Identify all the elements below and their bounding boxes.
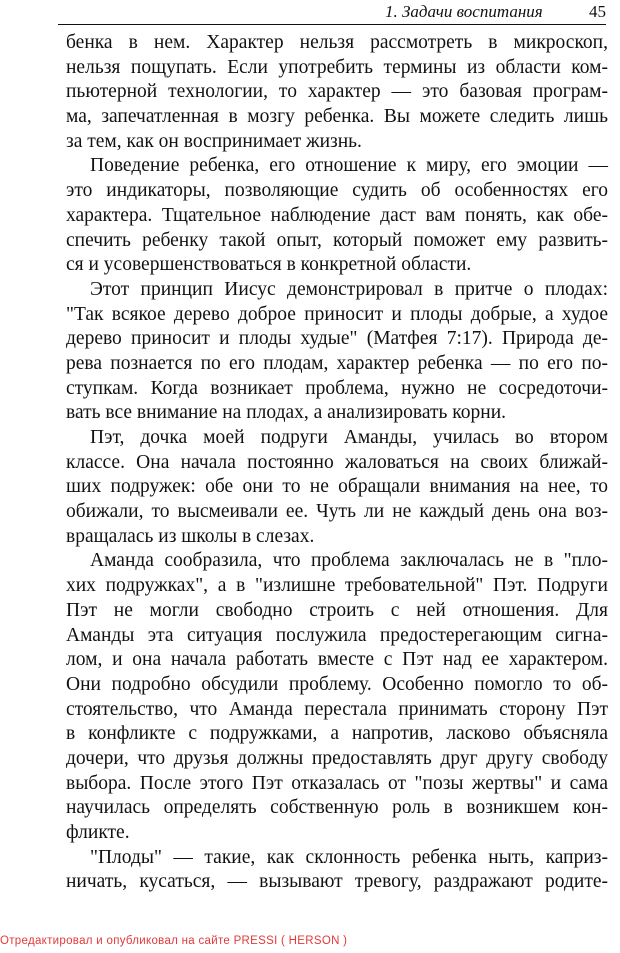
paragraph	[66, 426, 608, 549]
text-line: классе. Она начала постоянно жаловаться на своих ближай-	[66, 451, 608, 473]
text-line: стоятельство, что Аманда перестала принимать сторону Пэт	[66, 698, 608, 720]
text-line: Аманды эта ситуация послужила предостерегающим сигна-	[66, 624, 608, 646]
text-line: ся и усовершенствоваться в конкретной области.	[66, 254, 472, 276]
text-line: вать все внимание на плодах, а анализировать корни.	[66, 402, 507, 424]
text-line: лом, и она начала работать вместе с Пэт над ее характером.	[66, 649, 608, 671]
text-line: научилась определять собственную роль в возникшем кон-	[66, 797, 608, 819]
running-head	[0, 2, 620, 22]
text-line: это индикаторы, позволяющие судить об особенностях его	[66, 180, 608, 202]
text-line: Этот принцип Иисус демонстрировал в притче о плодах:	[90, 278, 608, 300]
footer-credit: Отредактировал и опубликовал на сайте PRESSI ( HERSON )	[0, 935, 348, 947]
text-line: Пэт не могли свободно строить с ней отношения. Для	[66, 599, 608, 621]
text-line: Поведение ребенка, его отношение к миру, его эмоции —	[90, 155, 608, 177]
chapter-title: 1. Задачи воспитания	[385, 2, 543, 21]
text-line: ступкам. Когда возникает проблема, нужно не сосредоточи-	[66, 377, 608, 399]
text-line: "Плоды" — такие, как склонность ребенка ныть, каприз-	[90, 846, 608, 868]
text-line: обижали, то высмеивали ее. Чуть ли не каждый день она воз-	[66, 501, 608, 523]
text-line: ничать, кусаться, — вызывают тревогу, раздражают родите-	[66, 871, 608, 893]
text-line: дерево приносит и плоды худые" (Матфея 7:17). Природа де-	[66, 328, 608, 350]
text-line: фликте.	[66, 822, 130, 843]
text-line: выбора. После этого Пэт отказалась от "позы жертвы" и сама	[66, 772, 608, 794]
text-line: Пэт, дочка моей подруги Аманды, училась во втором	[90, 427, 608, 448]
text-line: пьютерной технологии, то характер — это базовая програм-	[66, 81, 608, 103]
text-line: хих подружках", а в "излишне требовательной" Пэт. Подруги	[66, 575, 608, 597]
text-line: Они подробно обсудили проблему. Особенно помогло то об-	[66, 673, 608, 695]
text-line: за тем, как он воспринимает жизнь.	[66, 130, 362, 152]
body-text	[66, 31, 608, 895]
paragraph	[66, 31, 608, 154]
text-line: ма, запечатленная в мозгу ребенка. Вы можете следить лишь	[66, 106, 608, 128]
text-line: вращалась из школы в слезах.	[66, 525, 315, 547]
text-line: бенка в нем. Характер нельзя рассмотреть в микроскоп,	[66, 32, 608, 53]
text-line: в конфликте с подружками, а напротив, ласково объясняла	[66, 723, 608, 745]
text-line: ших подружек: обе они то не обращали внимания на нее, то	[66, 476, 608, 498]
paragraph	[66, 154, 608, 277]
text-line: "Так всякое дерево доброе приносит и плоды добрые, а худое	[66, 303, 608, 325]
text-line: рева познается по его плодам, характер ребенка — по его по-	[66, 352, 608, 374]
paragraph	[66, 278, 608, 426]
text-line: характера. Тщательное наблюдение даст вам понять, как обе-	[66, 204, 608, 226]
paragraph	[66, 549, 608, 845]
page-number: 45	[589, 2, 606, 21]
text-line: спечить ребенку такой опыт, который поможет ему развить-	[66, 229, 608, 251]
text-line: Аманда сообразила, что проблема заключалась не в "пло-	[90, 550, 608, 572]
text-line: нельзя пощупать. Если употребить термины из области ком-	[66, 56, 608, 78]
header-rule	[58, 24, 606, 25]
paragraph	[66, 846, 608, 895]
text-line: дочери, что друзья должны предоставлять друг другу свободу	[66, 747, 608, 769]
